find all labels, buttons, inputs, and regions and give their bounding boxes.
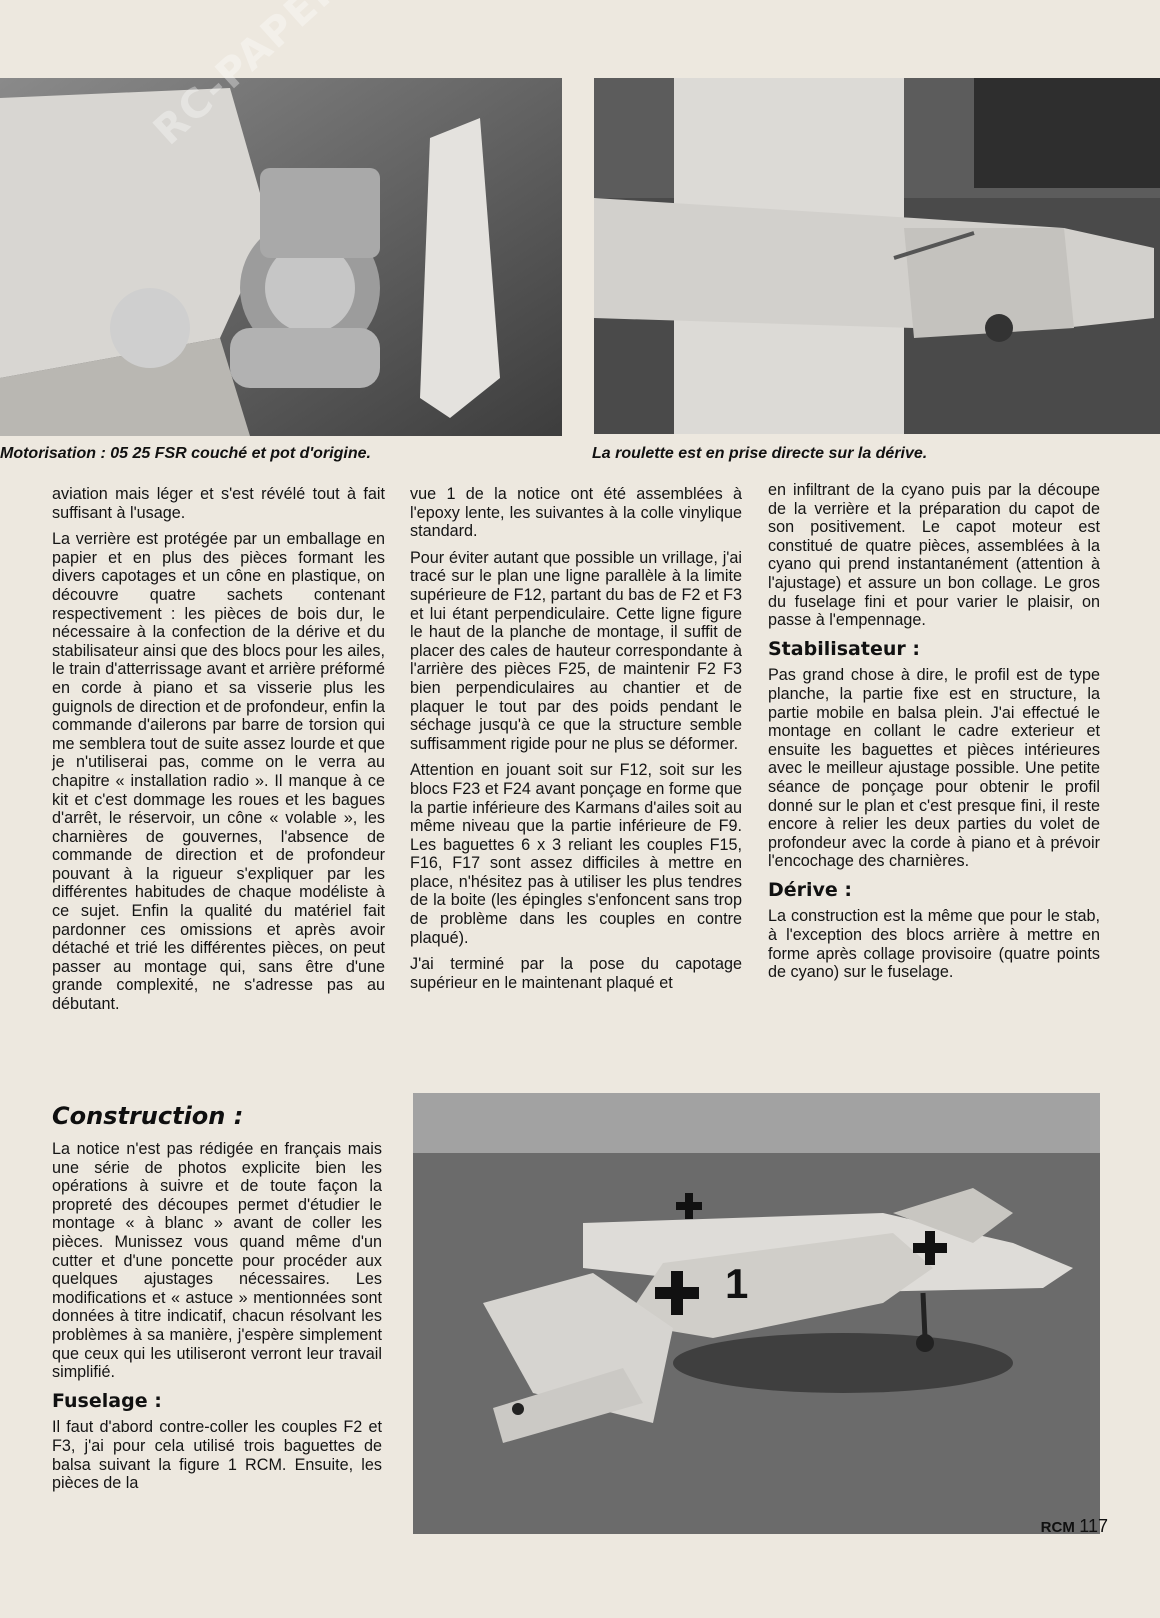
tail-illustration (594, 78, 1160, 434)
page-folio (1041, 1516, 1108, 1537)
page-number: 117 (1079, 1516, 1108, 1536)
heading-stabilisateur: Stabilisateur : (768, 637, 920, 660)
photo-tailwheel (594, 78, 1160, 434)
col3-paragraph-1: en infiltrant de la cyano puis par la découpe de la verrière et la préparation du capot de son positivement. Le capot moteur est constitué de quatre pièces, assemblées à la cyano qui prend instantanément (attention à l'ajustage) et assure un bon collage. Le gros du fuselage fini et pour varier le plaisir, on passe à l'empennage. (768, 481, 1100, 630)
construction-column (52, 1140, 382, 1501)
magazine-name: RCM (1040, 1519, 1075, 1536)
heading-derive: Dérive : (768, 878, 853, 901)
col3-paragraph-2: Pas grand chose à dire, le profil est de type planche, la partie fixe est en structure, la partie mobile en balsa plein. J'ai effectué le montage en collant le cadre exterieur et ensuite les baguettes et pièces intérieures avec le meilleur ajustage possible. Une petite séance de ponçage pour obtenir le profil donné sur le plan et c'est presque fini, il reste encore à relier les deux parties du volet de profondeur avec la corde à piano et à prévoir l'encochage des charnières. (768, 666, 1100, 871)
construction-paragraph-1: La notice n'est pas rédigée en français mais une série de photos explicite bien les opérations à suivre et de toute façon la propreté des découpes permet d'étudier le montage « à blanc » avant de coller les pièces. Munissez vous quand même d'un cutter et d'une poncette pour procéder aux quelques ajustages nécessaires. Les modifications et « astuce » mentionnées sont données à titre indicatif, chacun résolvant les problèmes à sa manière, j'espère simplement que ceux qui les utiliseront verront leur travail simplifié. (52, 1140, 382, 1382)
heading-construction: Construction : (52, 1102, 244, 1130)
col2-paragraph-4: J'ai terminé par la pose du capotage supérieur en le maintenant plaqué et (410, 955, 742, 992)
airplane-illustration (413, 1093, 1100, 1534)
photo-engine (0, 78, 562, 436)
heading-fuselage: Fuselage : (52, 1389, 162, 1412)
caption-tailwheel: La roulette est en prise directe sur la dérive. (592, 445, 928, 462)
plane-number: 1 (725, 1260, 749, 1307)
photo-airplane (413, 1093, 1100, 1534)
col1-paragraph-1: aviation mais léger et s'est révélé tout à fait suffisant à l'usage. (52, 485, 385, 522)
column-2 (410, 485, 742, 1000)
col3-paragraph-3: La construction est la même que pour le stab, à l'exception des blocs arrière à mettre en forme après collage provisoire (quatre points de cyano) sur le fuselage. (768, 907, 1100, 982)
column-3 (768, 481, 1100, 990)
col1-paragraph-2: La verrière est protégée par un emballage en papier et en plus des pièces formant les divers capotages et un cône en plastique, on découvre quatre sachets contenant respectivement : les pièces de bois dur, le nécessaire à la confection de la dérive et du stabilisateur ainsi que des blocs pour les ailes, le train d'atterrissage avant et arrière préformé en corde à piano et sa visserie plus les guignols de direction et de profondeur, enfin la commande d'ailerons par barre de torsion qui me semblera tout de suite assez lourde et que je n'utiliserai pas, comme on le verra au chapitre « installation radio ». Il manque à ce kit et c'est dommage les roues et les bagues d'arrêt, le réservoir, un cône « volable », les charnières de gouvernes, l'absence de commande de direction et de profondeur pouvant à la rigueur s'expliquer par les différentes habitudes de chaque modéliste à ce sujet. Enfin la qualité du matériel fait pardonner ces omissions et après avoir détaché et trié les différentes pièces, on peut passer au montage qui, sans être d'une grande complexité, ne s'adresse pas au débutant. (52, 530, 385, 1014)
col2-paragraph-2: Pour éviter autant que possible un vrillage, j'ai tracé sur le plan une ligne parallèle à la limite supérieure de F12, partant du bas de F2 et F3 et lui étant perpendiculaire. Cette ligne figure le haut de la planche de montage, il suffit de placer des cales de hauteur correspondante à l'arrière des pièces F25, de maintenir F2 F3 bien perpendiculaires au chantier et de plaquer le tout par des poids pendant le séchage jusqu'à ce que la structure semble suffisamment rigide pour ne plus se déformer. (410, 548, 742, 753)
col2-paragraph-1: vue 1 de la notice ont été assemblées à l'epoxy lente, les suivantes à la colle vinylique standard. (410, 485, 742, 541)
engine-illustration (0, 78, 562, 436)
col2-paragraph-3: Attention en jouant soit sur F12, soit sur les blocs F23 et F24 avant ponçage en forme que la partie inférieure des Karmans d'ailes soit au même niveau que la partie inférieure de F9. Les baguettes 6 x 3 reliant les couples F15, F16, F17 sont assez difficiles à mettre en place, n'hésitez pas à utiliser les plus tendres de la boite (les épingles s'enfoncent sans trop de problème dans les couples en contre plaqué). (410, 761, 742, 947)
caption-engine: Motorisation : 05 25 FSR couché et pot d'origine. (0, 445, 371, 462)
column-1 (52, 485, 385, 1022)
construction-paragraph-2: Il faut d'abord contre-coller les couples F2 et F3, j'ai pour cela utilisé trois baguettes de balsa suivant la figure 1 RCM. Ensuite, les pièces de la (52, 1418, 382, 1493)
